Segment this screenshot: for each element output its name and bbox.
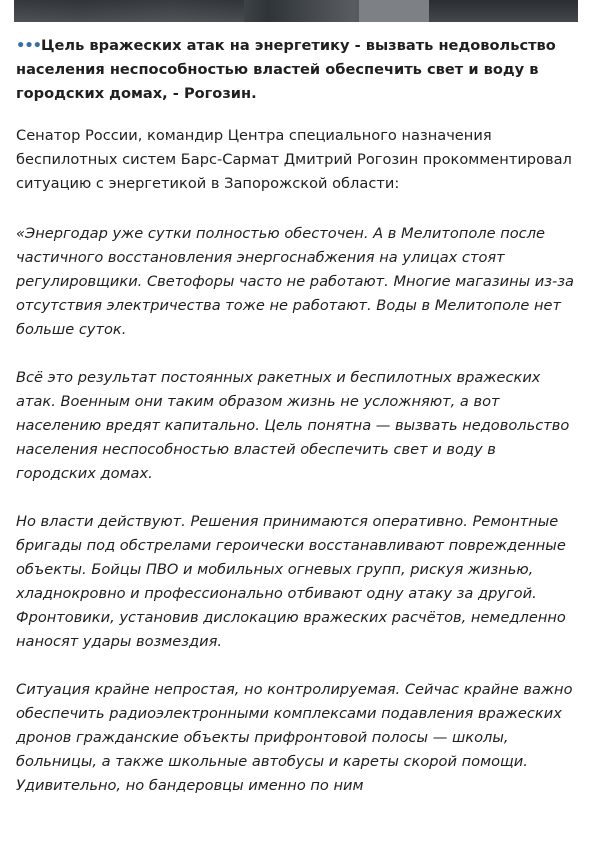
quote-paragraph-4: Ситуация крайне непростая, но контролируемая. Сейчас крайне важно обеспечить радиоэлектронными комплексами подавления вражеских дронов гражданские объекты прифронтовой полосы — школы, больницы, а также школьные автобусы и кареты скорой помощи. Удивительно, но бандеровцы именно по ним — [16, 681, 573, 794]
post-headline-text: Цель вражеских атак на энергетику - вызвать недовольство населения неспособностью властей обеспечить свет и воду в городских домах, - Рогозин. — [16, 37, 556, 102]
quote-paragraph-3: Но власти действуют. Решения принимаются оперативно. Ремонтные бригады под обстрелами героически восстанавливают поврежденные объекты. Бойцы ПВО и мобильных огневых групп, рискуя жизнью, хладнокровно и профессионально отбивают одну атаку за другой. Фронтовики, установив дислокацию вражеских расчётов, немедленно наносят удары возмездия. — [16, 513, 566, 650]
quote-paragraph-1: «Энергодар уже сутки полностью обесточен. А в Мелитополе после частичного восстановления энергоснабжения на улицах стоят регулировщики. Светофоры часто не работают. Многие магазины из-за отсутствия электричества тоже не работают. Воды в Мелитополе нет больше суток. — [16, 225, 575, 338]
post-text — [16, 34, 578, 798]
post-intro: Сенатор России, командир Центра специального назначения беспилотных систем Барс-Сармат Дмитрий Рогозин прокомментировал ситуацию с энергетикой в Запорожской области: — [16, 127, 572, 192]
quote-paragraph-2: Всё это результат постоянных ракетных и беспилотных вражеских атак. Военным они таким образом жизнь не усложняют, а вот населению вредят капитально. Цель понятна — вызвать недовольство населения неспособностью властей обеспечить свет и воду в городских домах. — [16, 369, 570, 482]
post-headline — [16, 34, 578, 106]
post-photo-image — [14, 0, 578, 22]
bullet-dots-icon: ••• — [16, 37, 41, 54]
post-photo[interactable] — [0, 0, 590, 26]
